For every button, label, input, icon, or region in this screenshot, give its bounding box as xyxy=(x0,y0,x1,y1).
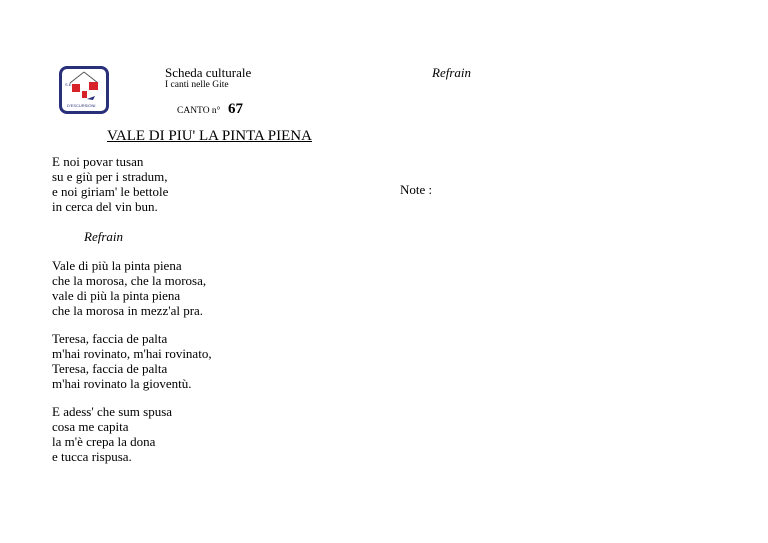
logo-text: S.E. xyxy=(65,82,73,87)
verse-1 xyxy=(52,154,168,214)
lyric-line: Teresa, faccia de palta xyxy=(52,361,168,376)
lyric-line: e noi giriam' le bettole xyxy=(52,184,169,199)
header-subtitle: I canti nelle Gite xyxy=(165,80,229,90)
lyric-line: in cerca del vin bun. xyxy=(52,199,158,214)
lyric-line: e tucca rispusa. xyxy=(52,449,132,464)
lyric-line: cosa me capita xyxy=(52,419,129,434)
refrain-block xyxy=(52,258,206,318)
canto-label: CANTO n° xyxy=(177,106,221,116)
song-title: VALE DI PIU' LA PINTA PIENA xyxy=(107,128,312,144)
lyric-line: che la morosa in mezz'al pra. xyxy=(52,303,204,318)
lyric-line: Teresa, faccia de palta xyxy=(52,331,168,346)
lyric-line: Vale di più la pinta piena xyxy=(52,258,182,273)
refrain-heading-right: Refrain xyxy=(432,65,471,80)
verse-2 xyxy=(52,331,212,391)
verse-3 xyxy=(52,404,172,464)
flags-emblem-icon xyxy=(62,69,106,111)
canto-number: 67 xyxy=(228,101,243,117)
lyric-line: E adess' che sum spusa xyxy=(52,404,173,419)
lyric-line: la m'è crepa la dona xyxy=(52,434,156,449)
note-label: Note : xyxy=(400,182,433,197)
club-logo xyxy=(59,66,109,114)
lyric-line: che la morosa, che la morosa, xyxy=(52,273,207,288)
lyric-line: m'hai rovinato, m'hai rovinato, xyxy=(52,346,212,361)
logo-caption: D'ESCURSIONI xyxy=(67,103,96,108)
lyric-line: su e giù per i stradum, xyxy=(52,169,168,184)
lyric-line: E noi povar tusan xyxy=(52,154,144,169)
lyric-line: vale di più la pinta piena xyxy=(52,288,181,303)
lyric-line: m'hai rovinato la gioventù. xyxy=(52,376,192,391)
header-title: Scheda culturale xyxy=(165,65,252,80)
refrain-label: Refrain xyxy=(84,229,123,244)
